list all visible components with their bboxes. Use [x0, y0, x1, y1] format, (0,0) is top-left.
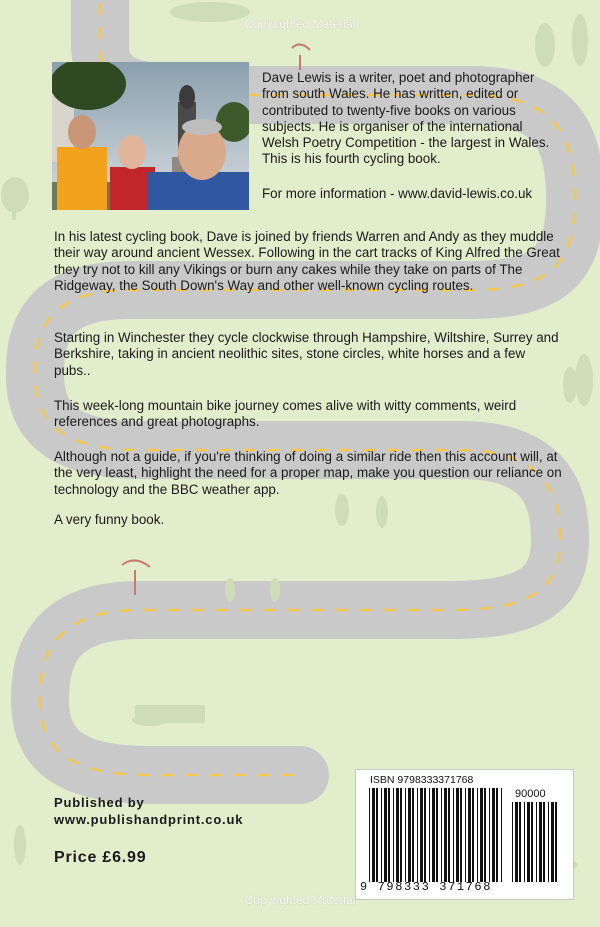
isbn-label: ISBN 9798333371768	[370, 774, 474, 786]
author-photo	[52, 62, 249, 210]
copyright-watermark-top: Copyrighted Material	[244, 17, 356, 31]
blurb-paragraph: Starting in Winchester they cycle clockwise through Hampshire, Wiltshire, Surrey and Berkshire, taking in ancient neolithic sites, stone circles, white horses and a few pubs..	[54, 330, 559, 378]
publisher-label: Published by	[54, 795, 145, 810]
isbn-barcode	[355, 769, 574, 900]
barcode-addon-price-code: 90000	[515, 788, 546, 800]
price-label: Price £6.99	[54, 849, 147, 866]
publisher-url: www.publishandprint.co.uk	[54, 812, 244, 827]
more-info-line: For more information - www.david-lewis.co.uk	[262, 186, 533, 201]
author-bio: Dave Lewis is a writer, poet and photographer from south Wales. He has written, edited or contributed to twenty-five books on various subjects. He is organiser of the international Welsh Poetry Competition - the largest in Wales. This is his fourth cycling book.	[262, 70, 550, 167]
barcode-addon-bars	[512, 802, 558, 882]
barcode-digits: 9 798333 371768	[360, 880, 493, 894]
blurb-paragraph: This week-long mountain bike journey comes alive with witty comments, weird references and great photographs.	[54, 398, 517, 430]
blurb-paragraph: A very funny book.	[54, 512, 165, 527]
copyright-watermark-bottom: Copyrighted Material	[244, 893, 356, 907]
barcode-bars	[369, 788, 505, 882]
blurb-paragraph: Although not a guide, if you're thinking of doing a similar ride then this account will, at the very least, highlight the need for a proper map, make you question our reliance on technology and the BBC weather app.	[54, 449, 562, 497]
blurb-paragraph: In his latest cycling book, Dave is joined by friends Warren and Andy as they muddle their way around ancient Wessex. Following in the cart tracks of King Alfred the Great they try not to kill any Vikings or burn any cakes while they take on parts of The Ridgeway, the South Down's Way and other well-known cycling routes.	[54, 229, 560, 293]
